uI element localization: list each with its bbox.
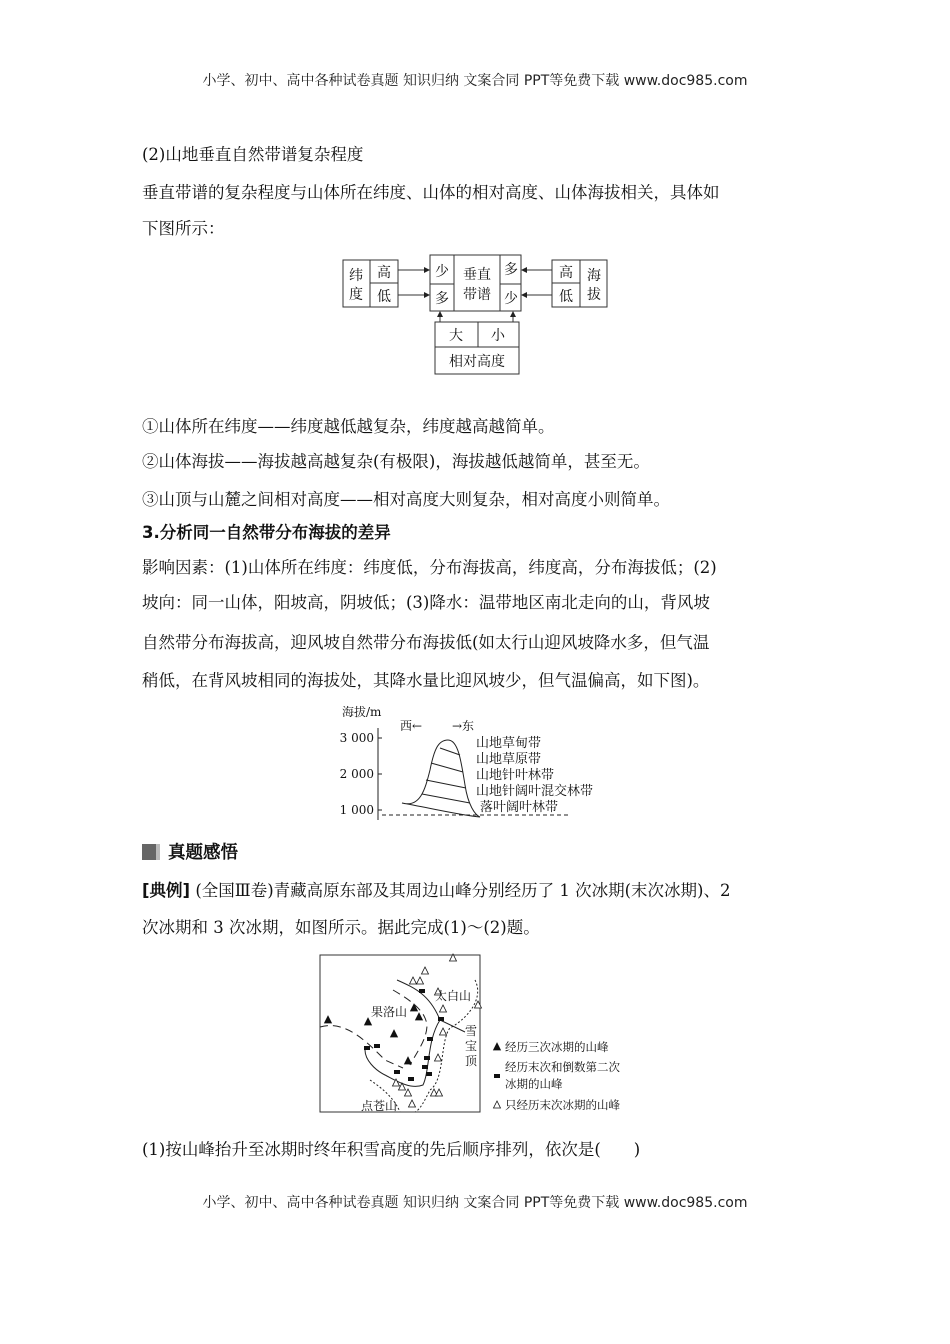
label-right-many: 多 bbox=[504, 262, 518, 278]
place-taibai: 太白山 bbox=[435, 989, 472, 1003]
three-glaciation-peak-icon bbox=[405, 1057, 412, 1064]
point-1: ①山体所在纬度——纬度越低越复杂，纬度越高越简单。 bbox=[142, 417, 555, 436]
one-glaciation-peak-icon bbox=[393, 1079, 400, 1086]
one-glaciation-peak-icon bbox=[440, 1028, 447, 1035]
legend-two-1: 经历末次和倒数第二次 bbox=[505, 1060, 620, 1074]
one-glaciation-peak-icon bbox=[422, 967, 429, 974]
zone-meadow: 山地草甸带 bbox=[476, 736, 542, 751]
two-glaciation-peak-icon bbox=[422, 1065, 428, 1069]
glacier-map bbox=[315, 950, 645, 1115]
label-latitude-2: 度 bbox=[349, 287, 363, 303]
one-glaciation-peak-icon bbox=[417, 977, 424, 984]
y-axis-label: 海拔/m bbox=[342, 705, 382, 719]
two-glaciation-peak-icon bbox=[364, 1046, 370, 1050]
place-bao: 宝 bbox=[465, 1039, 478, 1053]
two-glaciation-peak-icon bbox=[374, 1044, 380, 1048]
three-glaciation-peak-icon bbox=[325, 1016, 332, 1023]
label-altitude-2: 拔 bbox=[587, 287, 601, 303]
one-glaciation-peak-icon bbox=[410, 977, 417, 984]
legend-two-2: 冰期的山峰 bbox=[505, 1077, 563, 1091]
heading-3: 3.分析同一自然带分布海拔的差异 bbox=[142, 523, 391, 542]
vertical-zone-diagram bbox=[330, 250, 620, 380]
label-alt-high: 高 bbox=[559, 265, 573, 281]
legend-one: 只经历末次冰期的山峰 bbox=[505, 1098, 620, 1112]
legend-three-glaciation-icon bbox=[494, 1043, 501, 1050]
section-title: 真题感悟 bbox=[168, 843, 238, 863]
example-tag: [典例] bbox=[142, 881, 191, 900]
one-glaciation-peak-icon bbox=[435, 1054, 442, 1061]
page-header: 小学、初中、高中各种试卷真题 知识归纳 文案合同 PPT等免费下载 www.doc985.com bbox=[202, 73, 748, 89]
one-glaciation-peak-icon bbox=[436, 1089, 443, 1096]
page-footer: 小学、初中、高中各种试卷真题 知识归纳 文案合同 PPT等免费下载 www.doc985.com bbox=[202, 1195, 748, 1211]
three-glaciation-peak-icon bbox=[391, 1030, 398, 1037]
label-relative-height: 相对高度 bbox=[449, 354, 505, 370]
west-label: 西← bbox=[400, 719, 423, 733]
two-glaciation-peak-icon bbox=[408, 1077, 414, 1081]
section-heading bbox=[142, 842, 238, 864]
label-lat-low: 低 bbox=[377, 289, 391, 305]
one-glaciation-peak-icon bbox=[409, 1100, 416, 1107]
legend-markers bbox=[494, 1043, 501, 1108]
one-glaciation-peak-icon bbox=[440, 1005, 447, 1012]
two-glaciation-peak-icon bbox=[424, 1056, 430, 1060]
para3-line-2: 坡向：同一山体，阳坡高，阴坡低；(3)降水：温带地区南北走向的山，背风坡 bbox=[142, 593, 710, 612]
legend-one-glaciation-icon bbox=[494, 1101, 501, 1108]
label-alt-low: 低 bbox=[559, 289, 573, 305]
legend-three: 经历三次冰期的山峰 bbox=[505, 1040, 609, 1054]
label-left-many: 多 bbox=[435, 291, 449, 307]
point-3: ③山顶与山麓之间相对高度——相对高度大则复杂，相对高度小则简单。 bbox=[142, 490, 670, 509]
three-glaciation-peak-icon bbox=[416, 1013, 423, 1020]
sub-heading: (2)山地垂直自然带谱复杂程度 bbox=[142, 145, 364, 164]
example-text-1: (全国Ⅲ卷)青藏高原东部及其周边山峰分别经历了 1 次冰期(末次冰期)、2 bbox=[195, 881, 731, 900]
label-altitude: 海 bbox=[587, 268, 601, 284]
intro-line-2: 下图所示： bbox=[142, 219, 225, 238]
label-center-1: 垂直 bbox=[463, 267, 491, 283]
slope-zone-diagram bbox=[330, 700, 620, 825]
two-glaciation-peak-icon bbox=[438, 1017, 444, 1021]
three-glaciation-peak-icon bbox=[365, 1018, 372, 1025]
zone-steppe: 山地草原带 bbox=[476, 752, 542, 767]
place-diancang: 点苍山 bbox=[361, 1099, 398, 1113]
label-big: 大 bbox=[449, 328, 463, 344]
point-2: ②山体海拔——海拔越高越复杂(有极限)，海拔越低越简单，甚至无。 bbox=[142, 452, 650, 471]
label-latitude: 纬 bbox=[349, 268, 363, 284]
example-line-1 bbox=[142, 880, 731, 902]
two-glaciation-peak-icon bbox=[426, 1072, 432, 1076]
zone-deciduous: 落叶阔叶林带 bbox=[480, 800, 559, 815]
label-small: 小 bbox=[491, 328, 505, 344]
zone-conifer: 山地针叶林带 bbox=[476, 768, 555, 783]
question-1: (1)按山峰抬升至冰期时终年积雪高度的先后顺序排列，依次是( ) bbox=[142, 1140, 641, 1159]
place-ding: 顶 bbox=[465, 1054, 478, 1068]
east-label: →东 bbox=[452, 719, 475, 733]
example-line-2: 次冰期和 3 次冰期，如图所示。据此完成(1)～(2)题。 bbox=[142, 918, 540, 937]
tick-2000: 2 000 bbox=[339, 767, 374, 781]
two-glaciation-peak-icon bbox=[427, 1037, 433, 1041]
para3-line-1: 影响因素：(1)山体所在纬度：纬度低，分布海拔高，纬度高，分布海拔低；(2) bbox=[142, 558, 717, 577]
label-center-2: 带谱 bbox=[463, 287, 491, 303]
tick-3000: 3 000 bbox=[339, 731, 374, 745]
three-glaciation-peak-icon bbox=[411, 1004, 418, 1011]
place-xue: 雪 bbox=[465, 1024, 478, 1038]
label-lat-high: 高 bbox=[377, 265, 391, 281]
place-guoluo: 果洛山 bbox=[371, 1005, 408, 1019]
zone-mixed: 山地针阔叶混交林带 bbox=[476, 784, 594, 799]
two-glaciation-peak-icon bbox=[419, 989, 425, 993]
intro-line-1: 垂直带谱的复杂程度与山体所在纬度、山体的相对高度、山体海拔相关，具体如 bbox=[142, 183, 720, 202]
legend-two-glaciation-icon bbox=[494, 1074, 500, 1078]
label-left-few: 少 bbox=[435, 264, 449, 280]
tick-1000: 1 000 bbox=[339, 803, 374, 817]
para3-line-4: 稍低，在背风坡相同的海拔处，其降水量比迎风坡少，但气温偏高，如下图)。 bbox=[142, 671, 710, 690]
para3-line-3: 自然带分布海拔高，迎风坡自然带分布海拔低(如太行山迎风坡降水多，但气温 bbox=[142, 633, 710, 652]
two-glaciation-peak-icon bbox=[394, 1070, 400, 1074]
section-marker-icon bbox=[142, 844, 160, 860]
label-right-few: 少 bbox=[504, 291, 518, 307]
